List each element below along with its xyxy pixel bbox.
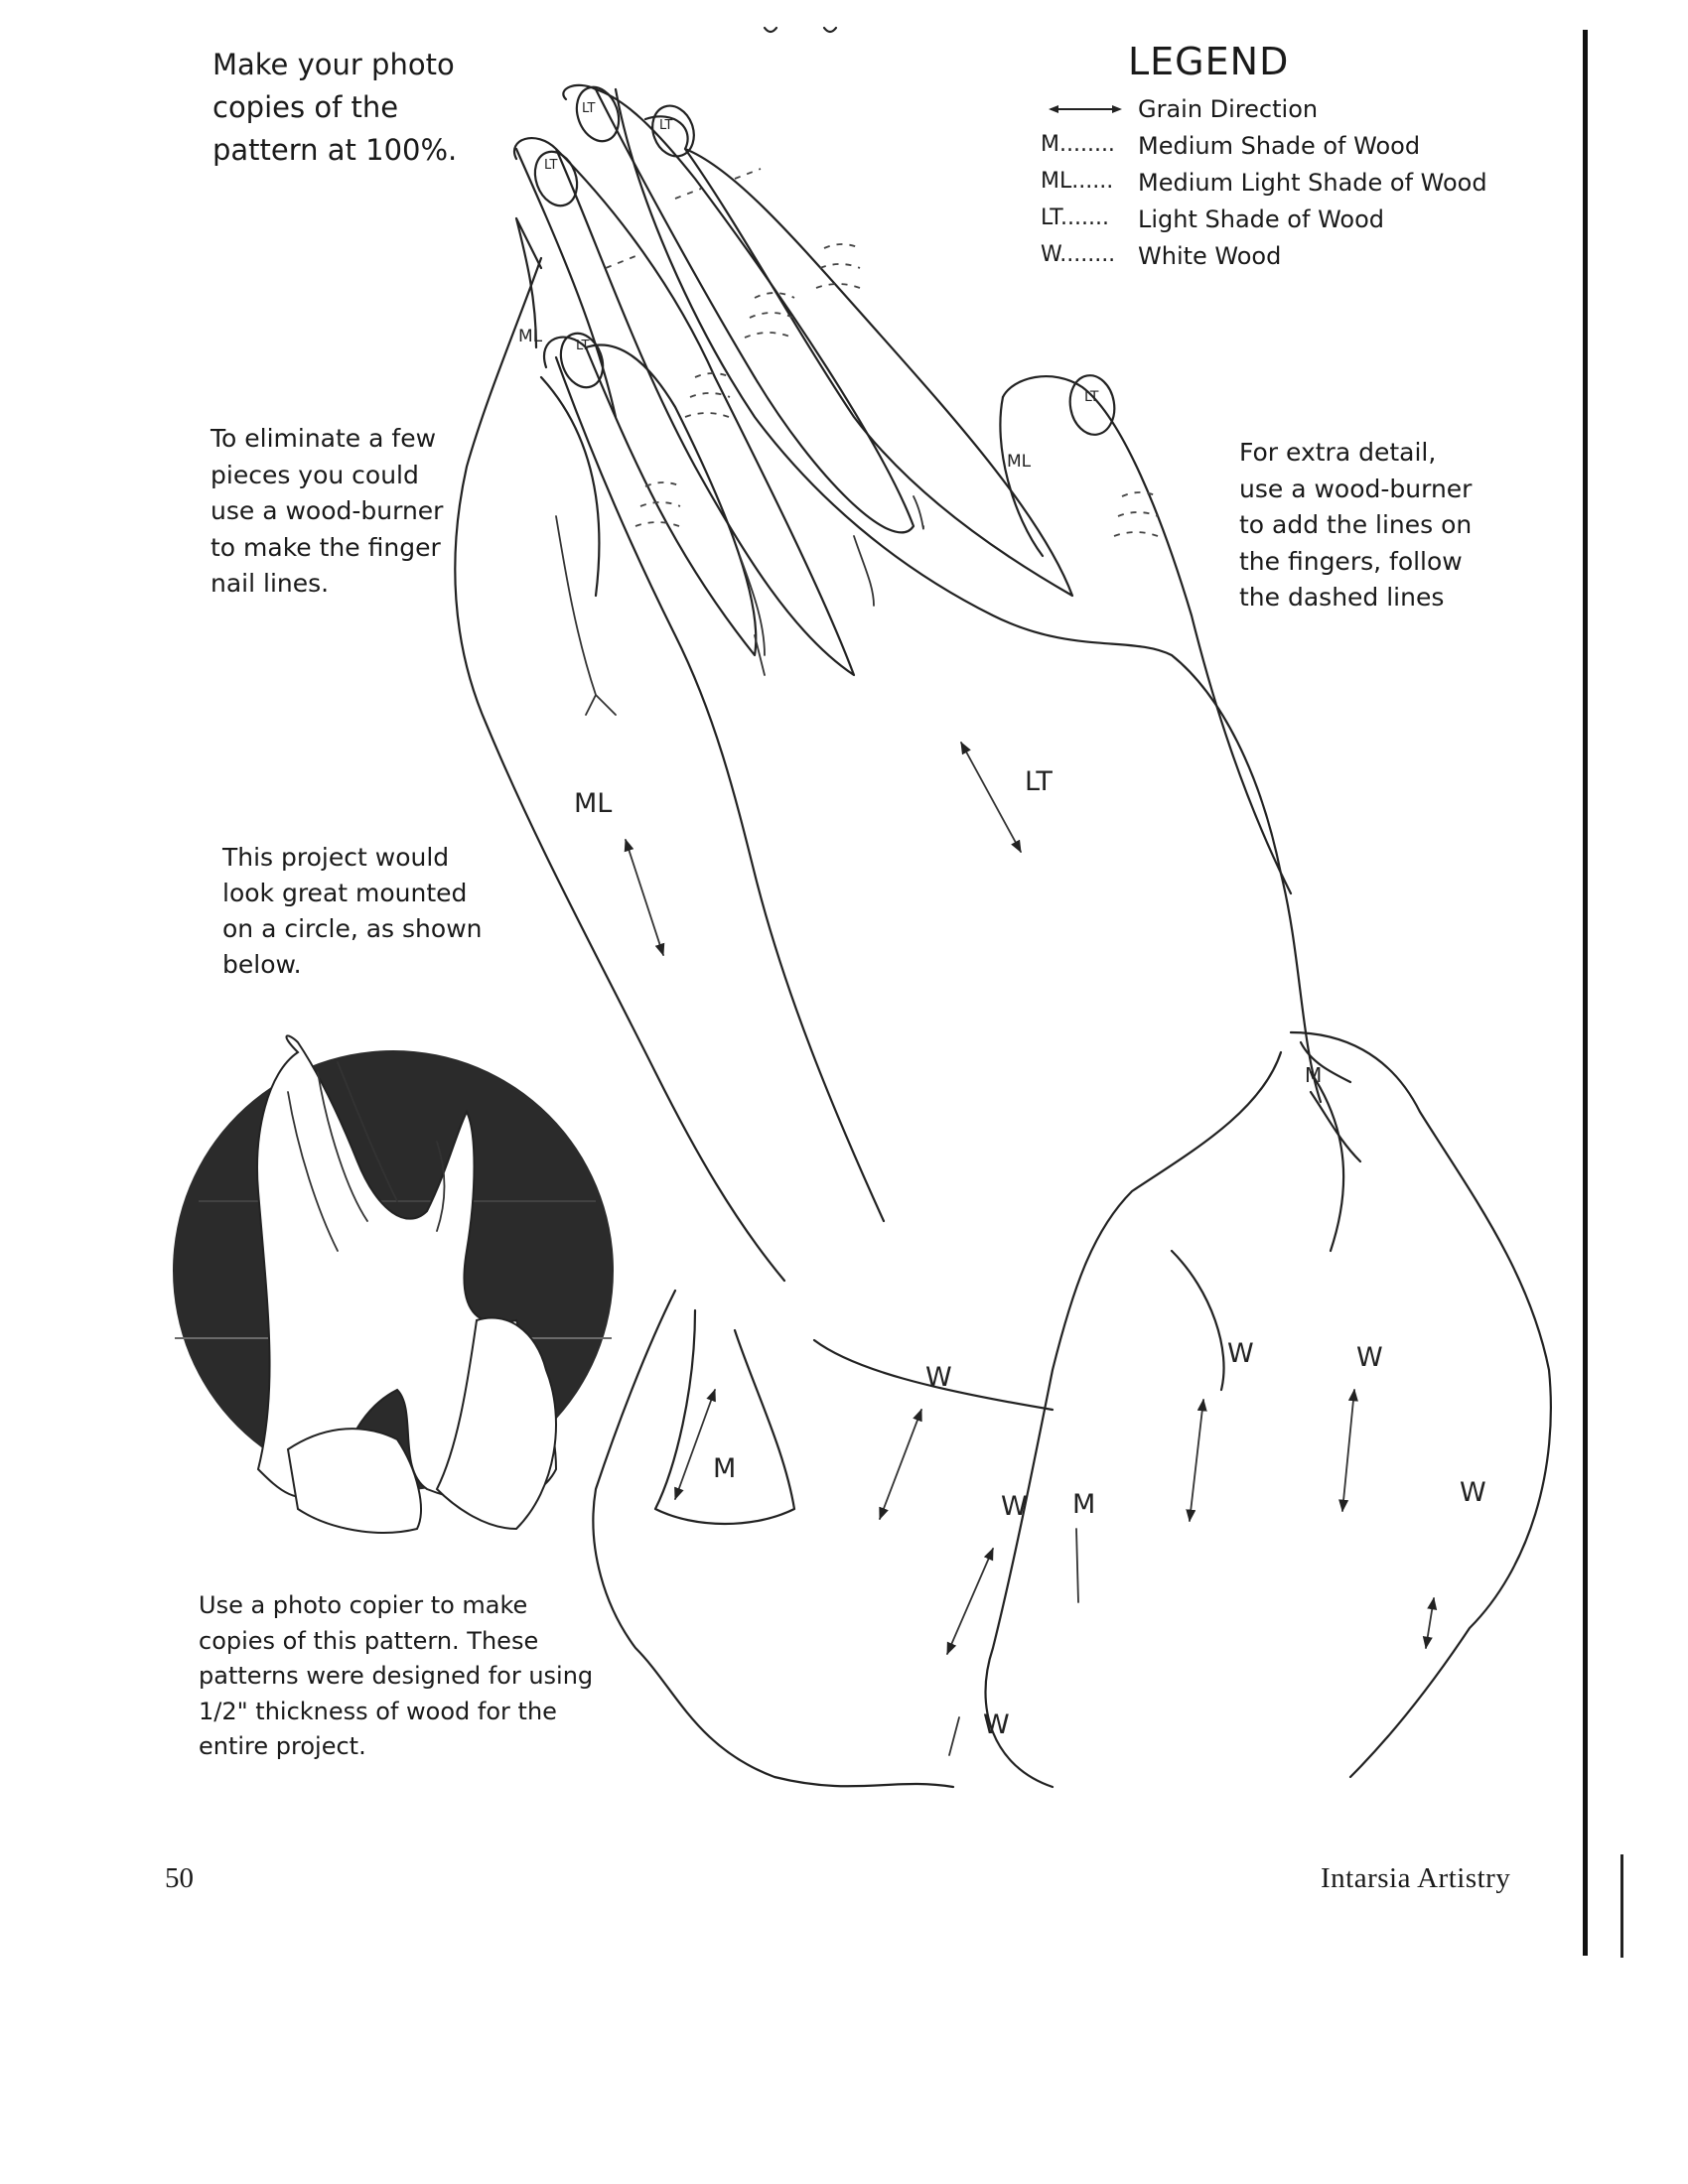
note-line: pattern at 100%. [212,133,458,167]
legend-label: Medium Shade of Wood [1138,132,1421,160]
note-line: patterns were designed for using [199,1662,594,1690]
finger-3 [514,138,854,675]
label-nail-1: LT [582,101,596,116]
page-number: 50 [165,1862,194,1894]
note-line: below. [222,950,302,979]
legend-label: Medium Light Shade of Wood [1138,169,1487,197]
thumb-right-back [1000,397,1043,556]
label-nail-thumb: LT [1084,389,1099,405]
region-labels [518,101,1486,1740]
label-lt-hand: LT [1025,766,1053,797]
right-hand-outline [556,89,1321,1221]
note-line: entire project. [199,1732,366,1760]
legend-label: Light Shade of Wood [1138,205,1384,233]
page-edge-rule-short [1620,1854,1623,1958]
label-ml-thumb: ML [1007,452,1032,472]
note-line: use a wood-burner [211,496,444,525]
legend-label: Grain Direction [1138,95,1319,123]
label-m1: M [713,1453,737,1484]
top-mark [765,28,836,32]
label-w5: W [1460,1477,1486,1508]
finger-nails [528,81,1119,439]
label-m-cuff: M [1305,1063,1323,1087]
note-line: For extra detail, [1239,438,1437,467]
label-w4: W [1001,1491,1028,1522]
label-nail-4: LT [576,339,590,353]
note-line: on a circle, as shown [222,914,483,943]
legend-label: White Wood [1138,242,1282,270]
legend-key: LT....... [1041,205,1110,230]
label-nail-2: LT [659,118,673,133]
note-line: 1/2" thickness of wood for the [199,1697,557,1725]
note-line: to make the finger [211,532,441,562]
note-line: copies of this pattern. These [199,1626,539,1655]
note-line: the dashed lines [1239,583,1445,612]
label-w1: W [925,1362,952,1393]
legend-title: LEGEND [1128,40,1290,83]
label-m2: M [1072,1489,1096,1520]
note-line: to add the lines on [1239,510,1473,539]
note-line: nail lines. [211,569,330,598]
finger-1 [563,85,914,533]
book-title: Intarsia Artistry [1321,1862,1511,1894]
palm-creases [556,496,923,715]
note-line: the fingers, follow [1239,546,1463,576]
note-line: use a wood-burner [1239,474,1473,503]
label-w6: W [983,1709,1010,1740]
note-line: look great mounted [222,879,468,907]
legend-key: ML...... [1041,169,1114,194]
label-ml-hand: ML [574,788,613,819]
legend-key: M........ [1041,132,1115,157]
finger-2 [645,116,1072,596]
note-line: copies of the [212,90,399,124]
note-line: pieces you could [211,460,419,489]
grain-arrows [626,743,1434,1755]
note-line: Use a photo copier to make [199,1591,528,1619]
page-edge-rule [1583,30,1588,1956]
label-ml-top-left: ML [518,327,543,346]
label-nail-3: LT [544,158,558,173]
legend-key: W........ [1041,242,1116,267]
label-w2: W [1227,1338,1254,1369]
knuckle-dash-lines [606,169,1158,536]
mounted-preview [173,1035,614,1532]
note-line: Make your photo [212,48,455,81]
label-w3: W [1356,1342,1383,1373]
note-line: To eliminate a few [211,424,437,453]
note-line: This project would [222,843,450,872]
right-sleeve [986,1032,1551,1787]
